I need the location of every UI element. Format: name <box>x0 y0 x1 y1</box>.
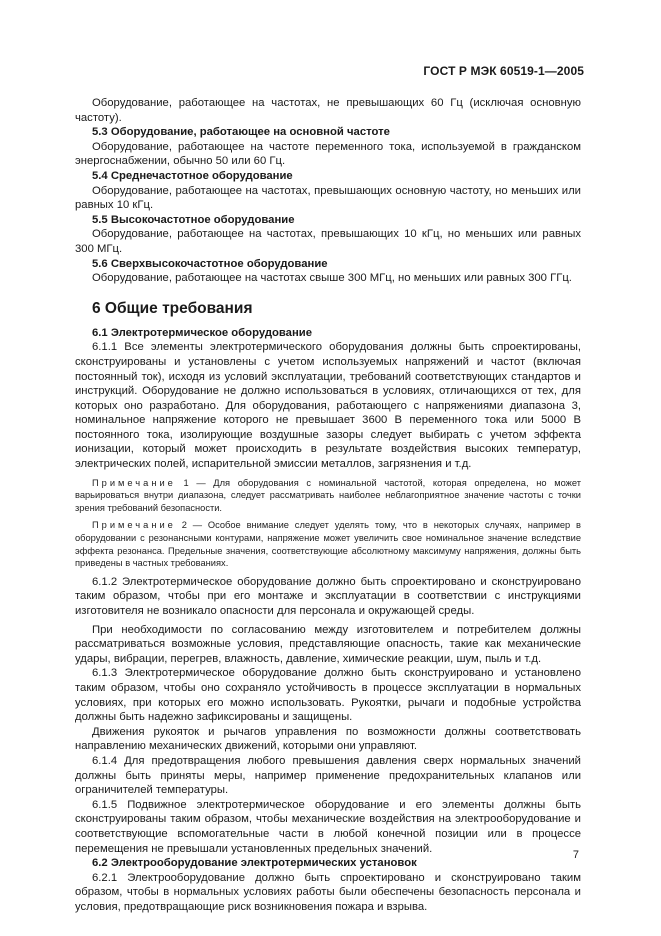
paragraph-6-1-1: 6.1.1 Все элементы электротермического оборудования должны быть спроектированы, сконструированы и установлены с учетом используемых напряжений и частот (включая постоянный ток), исходя из условий эксплуатации, требований соответствующих стандартов и инструкций. Оборудование не должно использоваться в условиях, отличающихся от тех, для которых оно разработано. Для оборудования, работающего с напряжениями диапазона 3, номинальное напряжение которого не превышает 3600 В переменного тока или 5000 В постоянного тока, изолирующие воздушные зазоры следует выбирать с учетом эффекта ионизации, который может происходить в результате воздействия высоких температур, электрических полей, испарительной эмиссии металлов, загрязнения и т.д. <box>75 341 581 471</box>
heading-6-1: 6.1 Электротермическое оборудование <box>92 326 313 339</box>
note-2-text: 2 — Особое внимание следует уделять тому, что в некоторых случаях, например в оборудовании с резонансными контурами, напряжение может увеличить свое номинальное значение вследствие эффекта резонанса. Предельные значения, соответствующие абсолютному максимуму напряжения, должны быть приведены в частных требованиях. <box>75 520 581 569</box>
paragraph-5-4: Оборудование, работающее на частотах, превышающих основную частоту, но меньших или равных 10 кГц. <box>75 184 581 212</box>
document-body <box>75 96 581 914</box>
paragraph-6-1-2-cont: При необходимости по согласованию между изготовителем и потребителем должны рассматриваться возможные условия, представляющие опасность, такие как механические удары, вибрации, перегрев, влажность, давление, химические реакции, шум, пыль и т.д. <box>75 623 581 665</box>
note-2-label: Примечание <box>92 520 176 531</box>
paragraph-6-1-5: 6.1.5 Подвижное электротермическое оборудование и его элементы должны быть сконструированы таким образом, чтобы механические воздействия на электрооборудование и соответствующие вспомогательные части в любой конечной позиции или в процессе перемещения не превышали установленных предельных значений. <box>75 798 581 855</box>
page-number: 7 <box>572 849 579 861</box>
heading-5-6: 5.6 Сверхвысокочастотное оборудование <box>92 257 328 270</box>
paragraph-6-1-3: 6.1.3 Электротермическое оборудование должно быть сконструировано и установлено таким образом, чтобы оно сохраняло устойчивость в процессе эксплуатации в нормальных условиях, при которых его можно использовать. Рукоятки, рычаги и подобные устройства должны быть надежно зафиксированы и защищены. <box>75 667 581 724</box>
paragraph-6-1-4: 6.1.4 Для предотвращения любого превышения давления сверх нормальных значений должны быть приняты меры, например применение предохранительных клапанов или ограничителей температуры. <box>75 754 581 797</box>
heading-5-4: 5.4 Среднечастотное оборудование <box>92 169 293 182</box>
paragraph-6-1-3-cont: Движения рукояток и рычагов управления по возможности должны соответствовать направлению механических движений, которыми они управляют. <box>75 725 581 753</box>
heading-5-3: 5.3 Оборудование, работающее на основной частоте <box>92 126 390 139</box>
paragraph-6-2-1: 6.2.1 Электрооборудование должно быть спроектировано и сконструировано таким образом, чтобы в нормальных условиях работы были обеспечены безопасность персонала и условия, предотвращающие риск возникновения пожара и взрыва. <box>75 871 581 913</box>
heading-6-2: 6.2 Электрооборудование электротермических установок <box>92 857 417 870</box>
paragraph-5-6: Оборудование, работающее на частотах свыше 300 МГц, но меньших или равных 300 ГГц. <box>92 272 572 285</box>
note-1-text: 1 — Для оборудования с номинальной частотой, которая определена, но может варьироваться внутри диапазона, следует рассматривать наиболее неблагоприятное значение частоты с точки зрения требований безопасности. <box>75 477 581 513</box>
note-1 <box>75 477 581 515</box>
document-header: ГОСТ Р МЭК 60519-1—2005 <box>423 64 584 78</box>
paragraph-5-5: Оборудование, работающее на частотах, превышающих 10 кГц, но меньших или равных 300 МГц. <box>75 228 581 255</box>
note-1-label: Примечание <box>92 477 176 488</box>
paragraph-5-3: Оборудование, работающее на частоте переменного тока, используемой в гражданском энергоснабжении, обычно 50 или 60 Гц. <box>75 140 581 168</box>
heading-5-5: 5.5 Высокочастотное оборудование <box>92 213 295 226</box>
paragraph-low-frequency: Оборудование, работающее на частотах, не превышающих 60 Гц (исключая основную частоту). <box>75 97 581 124</box>
note-2 <box>75 519 581 569</box>
paragraph-6-1-2: 6.1.2 Электротермическое оборудование должно быть спроектировано и сконструировано таким образом, чтобы при его монтаже и эксплуатации в соответствии с инструкциями изготовителя не возникало опасности для персонала и окружающей среды. <box>75 575 581 617</box>
heading-6: 6 Общие требования <box>92 299 253 317</box>
